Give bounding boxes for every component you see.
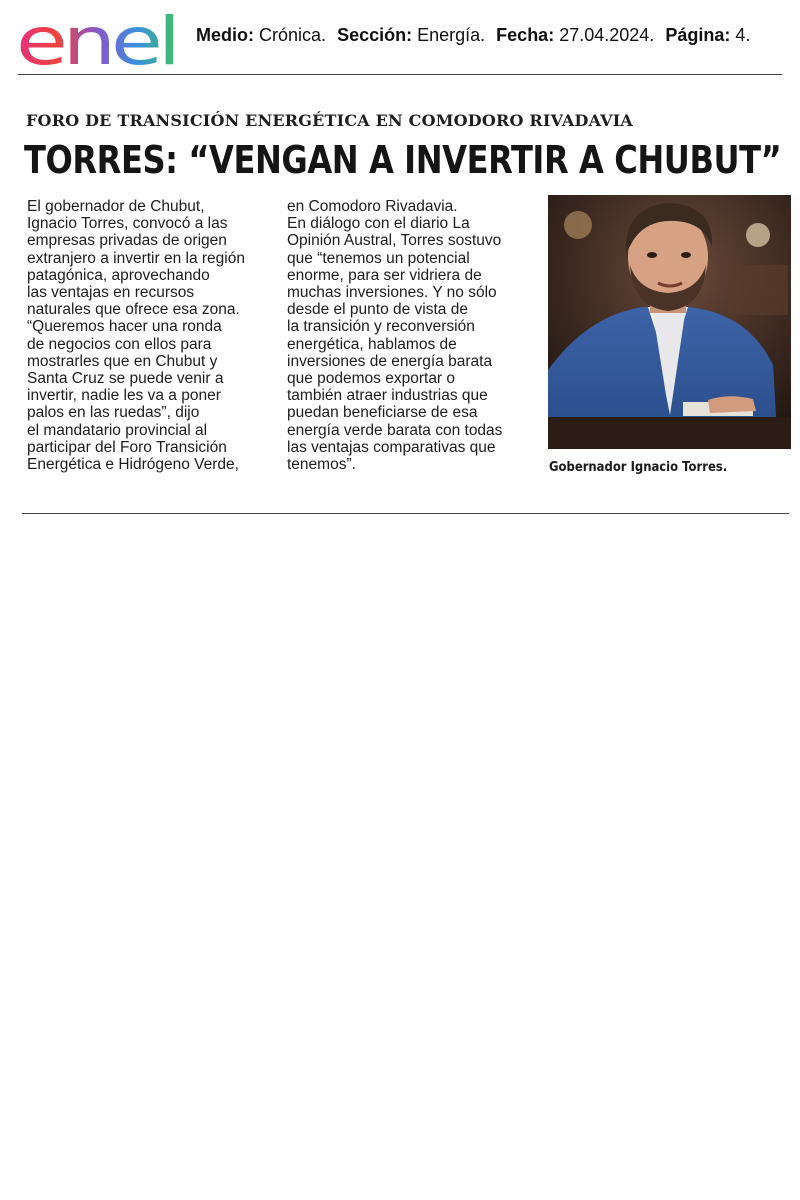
article-text-line: Energética e Hidrógeno Verde, [27, 456, 239, 474]
medio-label: Medio: [196, 25, 254, 45]
article-text-line: en Comodoro Rivadavia. [287, 198, 458, 215]
article-column-1 [27, 198, 272, 473]
article-text-line: palos en las ruedas”, dijo [27, 404, 200, 422]
article-text-line: muchas inversiones. Y no sólo [287, 284, 497, 302]
portrait-illustration [548, 195, 791, 449]
article-bottom-divider [22, 513, 789, 514]
enel-logo [16, 6, 178, 72]
article-text-line: Ignacio Torres, convocó a las [27, 215, 228, 233]
article-headline: TORRES: “VENGAN A INVERTIR A CHUBUT” [24, 138, 782, 182]
article-text-line: Opinión Austral, Torres sostuvo [287, 232, 502, 250]
fecha-label: Fecha: [496, 25, 555, 45]
medio-value: Crónica. [259, 25, 327, 45]
fecha-value: 27.04.2024. [559, 25, 655, 45]
article-text-line: desde el punto de vista de [287, 301, 468, 319]
header-divider [18, 74, 782, 75]
article-text-line: patagónica, aprovechando [27, 266, 210, 284]
article-text-line: energética, hablamos de [287, 335, 457, 353]
article-text-line: tenemos”. [287, 456, 356, 474]
governor-photo [548, 195, 791, 449]
article-text-line: naturales que ofrece esa zona. [27, 301, 240, 319]
article-text-line: energía verde barata con todas [287, 421, 503, 439]
article-text-line: las ventajas comparativas que [287, 438, 496, 456]
article-text-line: Santa Cruz se puede venir a [27, 370, 224, 388]
article-text-line: mostrarles que en Chubut y [27, 352, 218, 370]
photo-caption: Gobernador Ignacio Torres. [549, 459, 728, 475]
article-text-line: enorme, para ser vidriera de [287, 266, 482, 284]
article-text-line: de negocios con ellos para [27, 335, 212, 353]
pagina-value: 4. [735, 25, 751, 45]
article-text-line: En diálogo con el diario La [287, 215, 470, 233]
article-column-2 [287, 198, 537, 473]
article-text-line: que “tenemos un potencial [287, 249, 470, 267]
article-text-line: inversiones de energía barata [287, 352, 493, 370]
article-text-line: “Queremos hacer una ronda [27, 318, 222, 336]
seccion-value: Energía. [417, 25, 486, 45]
article-text-line: El gobernador de Chubut, [27, 198, 205, 215]
enel-logo-graphic [16, 6, 178, 72]
article-text-line: que podemos exportar o [287, 370, 456, 388]
seccion-label: Sección: [337, 25, 413, 45]
article-text-line: también atraer industrias que [287, 387, 488, 405]
article-text-line: participar del Foro Transición [27, 438, 227, 456]
article-text-line: invertir, nadie les va a poner [27, 387, 221, 405]
article-text-line: empresas privadas de origen [27, 232, 227, 250]
press-clipping-meta [196, 25, 750, 46]
article-text-line: la transición y reconversión [287, 318, 475, 336]
article-text-line: las ventajas en recursos [27, 284, 195, 302]
article-text-line: puedan beneficiarse de esa [287, 404, 478, 422]
article-kicker: FORO DE TRANSICIÓN ENERGÉTICA EN COMODORO RIVADAVIA [26, 111, 633, 130]
pagina-label: Página: [665, 25, 731, 45]
article-text-line: el mandatario provincial al [27, 421, 208, 439]
article-text-line: extranjero a invertir en la región [27, 249, 245, 267]
svg-text:enel: enel [16, 6, 176, 72]
